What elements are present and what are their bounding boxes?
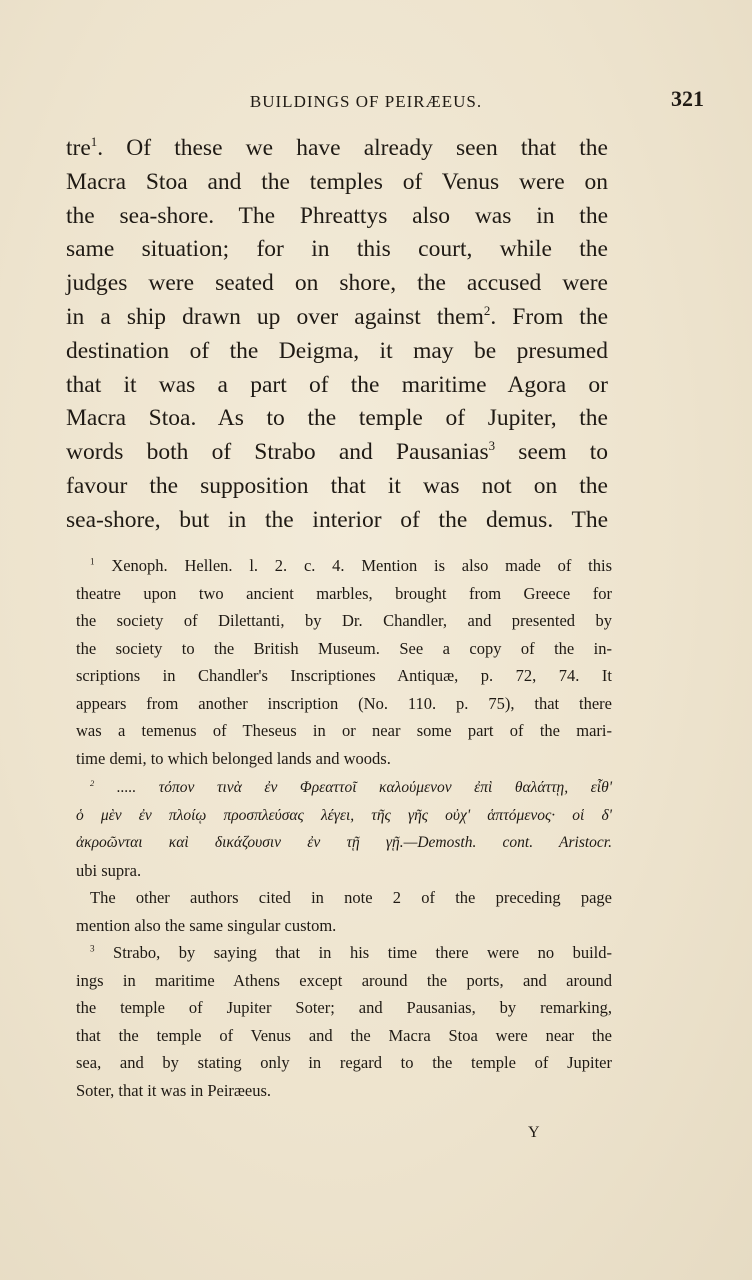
footnote-2-line: mention also the same singular custom. [76, 915, 337, 935]
main-text [66, 132, 608, 538]
text-line: that it was a part of the maritime Agora or [66, 371, 608, 398]
footnote-3-line: Soter, that it was in Peiræeus. [76, 1080, 272, 1100]
text-line: Macra Stoa and the temples of Venus were on [66, 168, 608, 195]
footnote-1-line: the society to the British Museum. See a copy of the in- [76, 638, 612, 658]
text-line: Macra Stoa. As to the temple of Jupiter, the [66, 405, 608, 432]
text-line: same situation; for in this court, while the [66, 236, 608, 263]
footnote-1-line: was a temenus of Theseus in or near some part of the mari- [76, 721, 612, 740]
text-line: the sea-shore. The Phreattys also was in the [66, 202, 608, 229]
page-header [66, 86, 706, 120]
footnote-1-line: time demi, to which belonged lands and woods. [76, 748, 391, 768]
footnote-2-greek-line: ὁ μὲν ἐν πλοίῳ προσπλεύσας λέγει, τῆς γῆς οὐχ' ἁπτόμενος· οἱ δ' [76, 806, 612, 824]
footnote-3-line: ings in maritime Athens except around the ports, and around [76, 970, 612, 990]
footnote-1-line: scriptions in Chandler's Inscriptiones Antiquæ, p. 72, 74. It [76, 666, 612, 685]
text-line: tre$^1$. Of these we have already seen that the [66, 133, 608, 161]
footnote-1-line: appears from another inscription (No. 110. p. 75), that there [76, 693, 612, 713]
footnotes [76, 552, 612, 1104]
footnote-3-line: that the temple of Venus and the Macra Stoa were near the [76, 1025, 612, 1045]
text-line: favour the supposition that it was not on the [66, 472, 608, 499]
footnote-marker: 1 [90, 556, 95, 567]
footnote-3-line: sea, and by stating only in regard to the temple of Jupiter [76, 1053, 612, 1072]
text-line: judges were seated on shore, the accused were [66, 270, 608, 297]
footnote-3-line: $^3$ Strabo, by saying that in his time there were no build- [90, 943, 613, 962]
footnote-2-greek-line: ἀκροῶνται καὶ δικάζουσιν ἐν τῇ γῇ.—Demosth. cont. Aristocr. [76, 834, 612, 851]
page-number: 321 [671, 86, 704, 111]
signature-mark: Y [528, 1124, 540, 1141]
footnote-2-line: The other authors cited in note 2 of the preceding page [90, 888, 612, 907]
footnote-1-line: theatre upon two ancient marbles, brought from Greece for [76, 583, 612, 603]
text-line: sea-shore, but in the interior of the demus. The [66, 506, 608, 533]
footnote-1-line: $^1$ Xenoph. Hellen. l. 2. c. 4. Mention is also made of this [90, 556, 612, 575]
footnote-2-line: ubi supra. [76, 860, 142, 880]
running-head: BUILDINGS OF PEIRÆEUS. [249, 92, 483, 111]
footnote-3-line: the temple of Jupiter Soter; and Pausanias, by remarking, [76, 998, 612, 1017]
footnote-marker: 3 [90, 943, 95, 954]
footnote-2-greek-line: $^2$ ..... τόπον τινὰ ἐν Φρεαττοῖ καλούμενον ἐπὶ θαλάττῃ, εἶθ' [90, 778, 613, 796]
text-line: words both of Strabo and Pausanias$^3$ seem to [66, 438, 608, 466]
text-line: in a ship drawn up over against them$^2$. From the [66, 302, 609, 330]
footnote-marker: 2 [90, 778, 95, 789]
text-line: destination of the Deigma, it may be presumed [66, 337, 608, 364]
footnote-1-line: the society of Dilettanti, by Dr. Chandler, and presented by [76, 611, 612, 630]
